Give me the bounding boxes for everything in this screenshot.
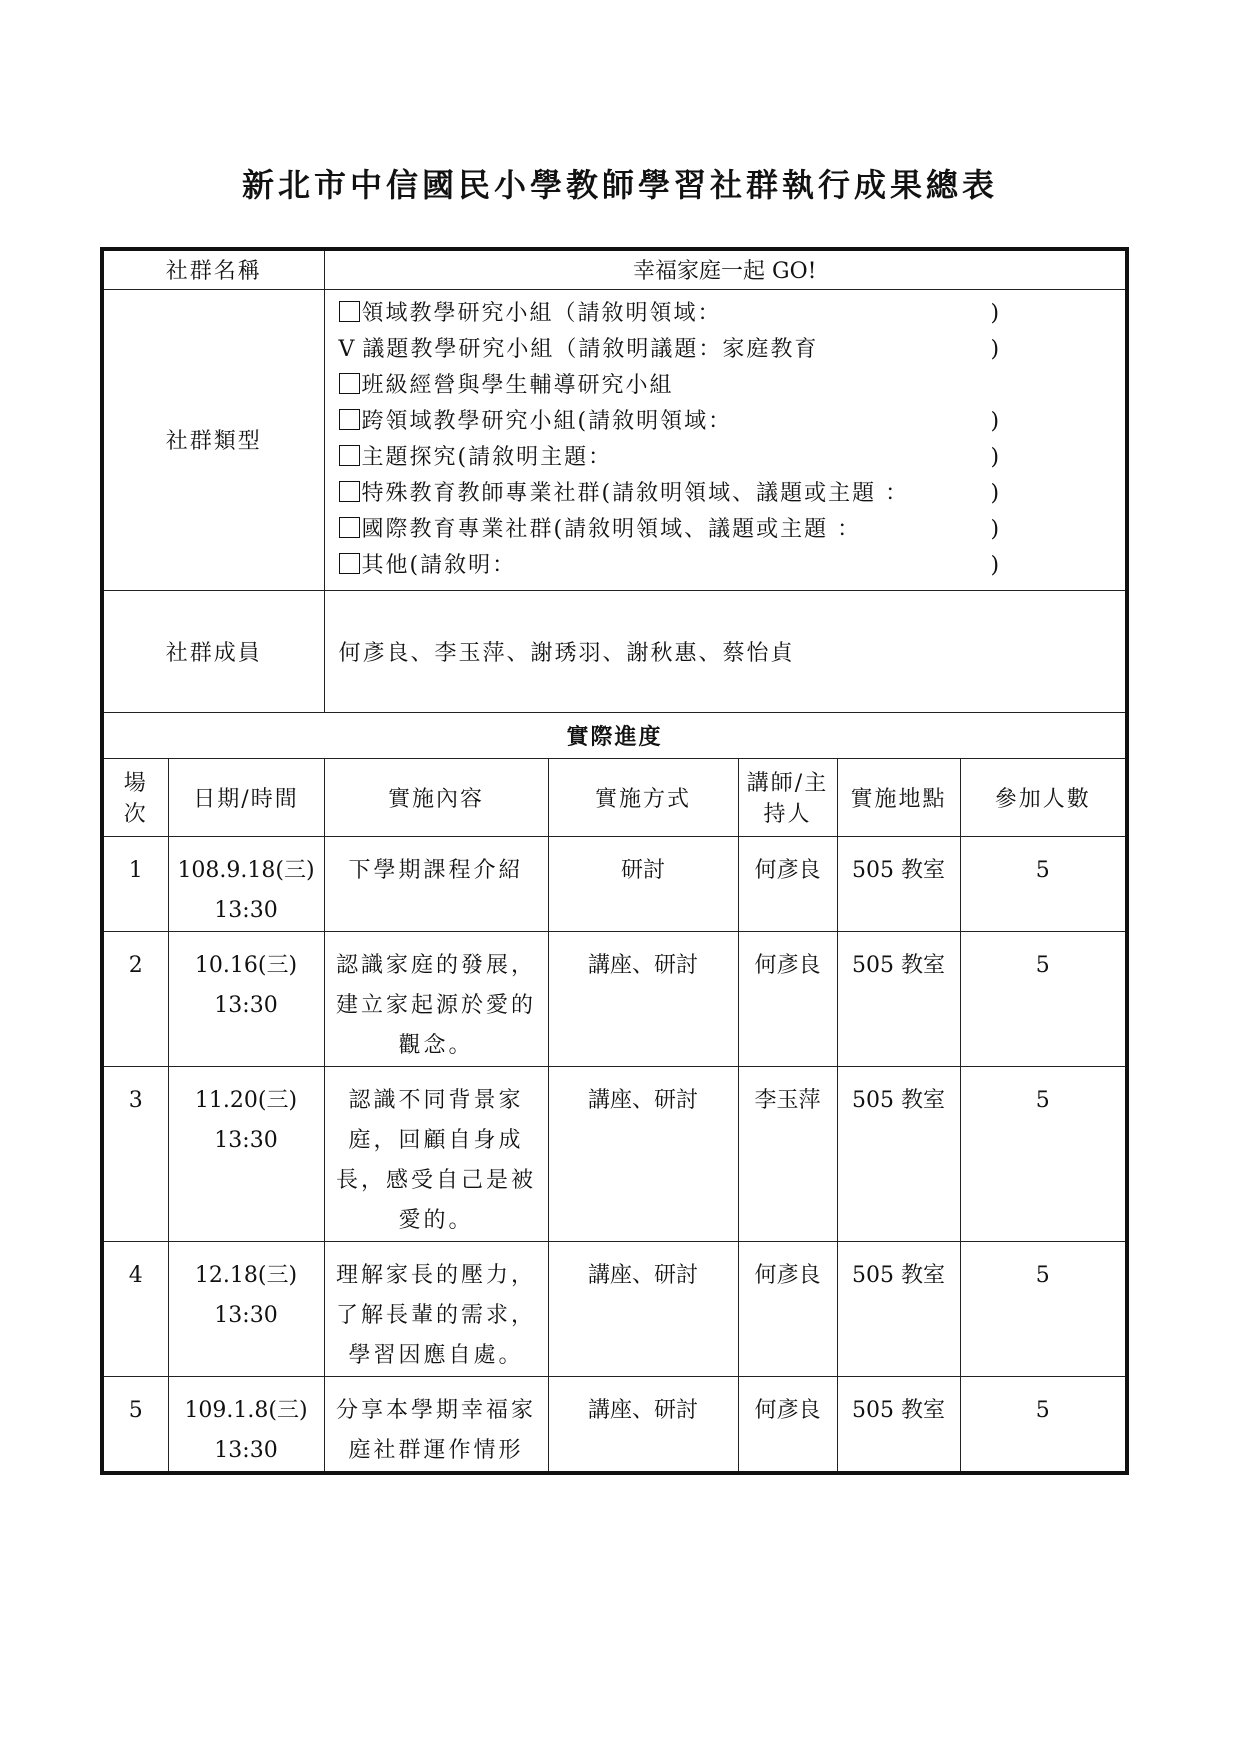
checkbox[interactable] (339, 553, 360, 574)
type-option: V 議題教學研究小組（請敘明議題：家庭教育 ) (338, 336, 1002, 362)
header-attendees: 參加人數 (960, 758, 1127, 836)
progress-header-row (102, 758, 1127, 836)
session-cell: 3 (102, 1066, 168, 1241)
header-method: 實施方式 (548, 758, 738, 836)
method-cell: 講座、研討 (548, 1241, 738, 1376)
method-cell: 講座、研討 (548, 931, 738, 1066)
content-cell: 分享本學期幸福家庭社群運作情形 (324, 1376, 548, 1473)
community-type-label: 社群類型 (102, 289, 324, 590)
type-option: 國際教育專業社群(請敘明領域、議題或主題 ： ) (339, 512, 1112, 548)
session-cell: 5 (102, 1376, 168, 1473)
type-option: 特殊教育教師專業社群(請敘明領域、議題或主題 ： ) (339, 476, 1112, 512)
header-session: 場次 (102, 758, 168, 836)
type-option: 主題探究(請敘明主題： ) (339, 440, 1112, 476)
community-type-options (324, 289, 1127, 590)
attendees-cell: 5 (960, 836, 1127, 931)
speaker-cell: 李玉萍 (738, 1066, 837, 1241)
session-cell: 2 (102, 931, 168, 1066)
location-cell: 505 教室 (837, 1241, 960, 1376)
location-cell: 505 教室 (837, 836, 960, 931)
type-option: 跨領域教學研究小組(請敘明領域： ) (339, 404, 1112, 440)
location-cell: 505 教室 (837, 931, 960, 1066)
type-option: 班級經營與學生輔導研究小組 (339, 368, 1112, 404)
session-cell: 1 (102, 836, 168, 931)
checkbox[interactable] (339, 481, 360, 502)
attendees-cell: 5 (960, 931, 1127, 1066)
session-cell: 4 (102, 1241, 168, 1376)
checkbox[interactable] (339, 301, 360, 322)
table-row (102, 1241, 1127, 1376)
speaker-cell: 何彥良 (738, 1241, 837, 1376)
content-cell: 下學期課程介紹 (324, 836, 548, 931)
content-cell: 理解家長的壓力，了解長輩的需求，學習因應自處。 (324, 1241, 548, 1376)
page-title: 新北市中信國民小學教師學習社群執行成果總表 (241, 166, 998, 204)
community-type-row (102, 289, 1127, 590)
table-row (102, 836, 1127, 931)
header-datetime: 日期/時間 (168, 758, 324, 836)
content-cell: 認識不同背景家庭，回顧自身成長，感受自己是被愛的。 (324, 1066, 548, 1241)
attendees-cell: 5 (960, 1241, 1127, 1376)
location-cell: 505 教室 (837, 1376, 960, 1473)
checkbox[interactable] (339, 445, 360, 466)
type-option: 領域教學研究小組（請敘明領域： ) (339, 296, 1112, 332)
header-content: 實施內容 (324, 758, 548, 836)
datetime-cell: 12.18(三) 13:30 (168, 1241, 324, 1376)
check-mark: V (338, 336, 357, 362)
progress-heading: 實際進度 (102, 712, 1127, 758)
community-members-value: 何彥良、李玉萍、謝琇羽、謝秋惠、蔡怡貞 (324, 590, 1127, 712)
community-members-label: 社群成員 (102, 590, 324, 712)
type-option: 其他(請敘明： ) (339, 548, 1112, 584)
checkbox[interactable] (339, 373, 360, 394)
table-row (102, 1376, 1127, 1473)
community-name-row (102, 249, 1127, 289)
header-speaker: 講師/主持人 (738, 758, 837, 836)
attendees-cell: 5 (960, 1376, 1127, 1473)
speaker-cell: 何彥良 (738, 1376, 837, 1473)
table-row (102, 931, 1127, 1066)
datetime-cell: 108.9.18(三) 13:30 (168, 836, 324, 931)
checkbox[interactable] (339, 409, 360, 430)
header-location: 實施地點 (837, 758, 960, 836)
speaker-cell: 何彥良 (738, 836, 837, 931)
datetime-cell: 10.16(三) 13:30 (168, 931, 324, 1066)
attendees-cell: 5 (960, 1066, 1127, 1241)
method-cell: 講座、研討 (548, 1376, 738, 1473)
datetime-cell: 109.1.8(三) 13:30 (168, 1376, 324, 1473)
method-cell: 講座、研討 (548, 1066, 738, 1241)
location-cell: 505 教室 (837, 1066, 960, 1241)
community-members-row (102, 590, 1127, 712)
results-form-table (100, 247, 1129, 1475)
community-name-label: 社群名稱 (102, 249, 324, 289)
speaker-cell: 何彥良 (738, 931, 837, 1066)
checkbox[interactable] (339, 517, 360, 538)
progress-heading-row (102, 712, 1127, 758)
community-name-value: 幸福家庭一起 GO! (324, 249, 1127, 289)
content-cell: 認識家庭的發展，建立家起源於愛的觀念。 (324, 931, 548, 1066)
datetime-cell: 11.20(三) 13:30 (168, 1066, 324, 1241)
table-row (102, 1066, 1127, 1241)
method-cell: 研討 (548, 836, 738, 931)
